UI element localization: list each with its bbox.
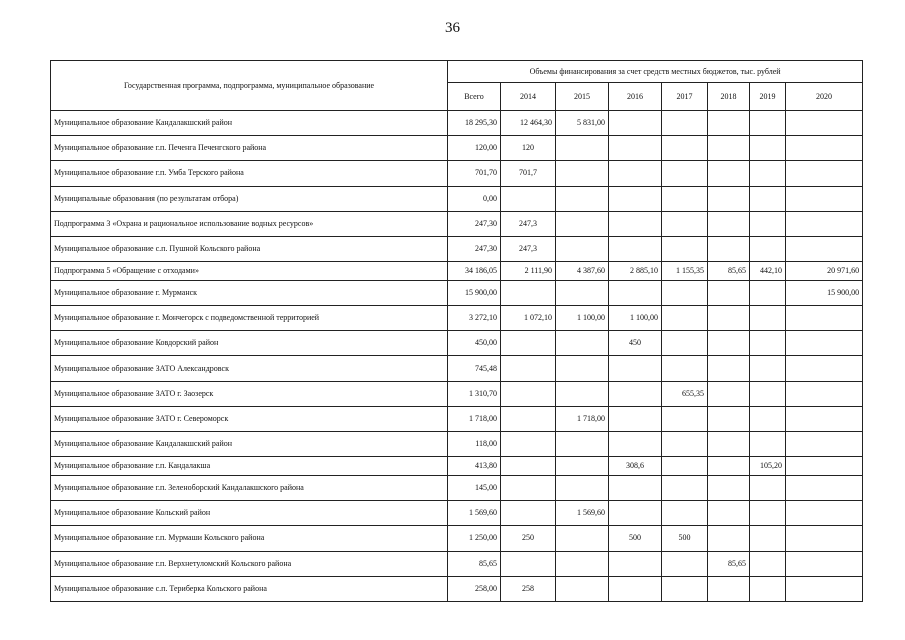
table-row: [51, 406, 863, 431]
value-cell-2014: [501, 406, 556, 431]
value-cell-Всего: 1 718,00: [448, 406, 501, 431]
value-cell-2019: [750, 431, 786, 456]
value-cell-2016: 308,6: [609, 457, 662, 476]
row-name-cell: Муниципальное образование г.п. Зеленоборский Кандалакшского района: [51, 475, 448, 500]
value-cell-2020: [786, 136, 863, 161]
value-cell-Всего: 258,00: [448, 576, 501, 601]
value-cell-2017: 655,35: [662, 381, 708, 406]
value-cell-2015: [556, 356, 609, 381]
row-name-cell: Муниципальное образование ЗАТО Александровск: [51, 356, 448, 381]
table-row: [51, 457, 863, 476]
table-row: [51, 381, 863, 406]
value-cell-2018: 85,65: [708, 262, 750, 281]
value-cell-2019: 442,10: [750, 262, 786, 281]
value-cell-Всего: 34 186,05: [448, 262, 501, 281]
value-cell-2018: [708, 475, 750, 500]
value-cell-2017: [662, 161, 708, 186]
value-cell-2019: [750, 526, 786, 551]
value-cell-Всего: 1 310,70: [448, 381, 501, 406]
row-name-cell: Муниципальное образование Кандалакшский район: [51, 431, 448, 456]
value-cell-2017: [662, 306, 708, 331]
value-cell-Всего: 1 250,00: [448, 526, 501, 551]
value-cell-2016: [609, 551, 662, 576]
value-cell-2019: [750, 331, 786, 356]
table-row: [51, 111, 863, 136]
value-cell-2014: [501, 331, 556, 356]
value-cell-2020: [786, 236, 863, 261]
table-row: [51, 526, 863, 551]
value-cell-2018: [708, 356, 750, 381]
value-cell-2015: 4 387,60: [556, 262, 609, 281]
column-header-2018: 2018: [708, 83, 750, 111]
table-row: [51, 576, 863, 601]
value-cell-2020: [786, 211, 863, 236]
value-cell-2015: [556, 211, 609, 236]
value-cell-Всего: 0,00: [448, 186, 501, 211]
value-cell-2019: [750, 381, 786, 406]
row-name-cell: Муниципальное образование Ковдорский район: [51, 331, 448, 356]
value-cell-Всего: 18 295,30: [448, 111, 501, 136]
value-cell-2015: [556, 381, 609, 406]
value-cell-2015: 5 831,00: [556, 111, 609, 136]
table-row: [51, 356, 863, 381]
value-cell-2020: [786, 576, 863, 601]
value-cell-2018: [708, 186, 750, 211]
page-number: 36: [445, 20, 460, 36]
value-cell-2017: [662, 280, 708, 305]
table-row: [51, 211, 863, 236]
row-name-cell: Муниципальное образование г.п. Мурмаши Кольского района: [51, 526, 448, 551]
value-cell-2016: [609, 136, 662, 161]
table-row: [51, 236, 863, 261]
value-cell-2020: [786, 526, 863, 551]
value-cell-2015: [556, 526, 609, 551]
value-cell-Всего: 745,48: [448, 356, 501, 381]
value-cell-2018: 85,65: [708, 551, 750, 576]
value-cell-2016: 500: [609, 526, 662, 551]
value-cell-2017: [662, 551, 708, 576]
value-cell-2015: [556, 475, 609, 500]
row-name-cell: Муниципальное образование ЗАТО г. Заозерск: [51, 381, 448, 406]
value-cell-2016: [609, 161, 662, 186]
table-row: [51, 161, 863, 186]
value-cell-2016: [609, 431, 662, 456]
row-name-cell: Муниципальное образование Кольский район: [51, 501, 448, 526]
value-cell-2017: [662, 356, 708, 381]
table-row: [51, 431, 863, 456]
value-cell-2018: [708, 211, 750, 236]
value-cell-2014: 2 111,90: [501, 262, 556, 281]
table-row: [51, 501, 863, 526]
table-row: [51, 136, 863, 161]
value-cell-2017: [662, 111, 708, 136]
row-name-cell: Муниципальное образование г.п. Кандалакша: [51, 457, 448, 476]
value-cell-Всего: 145,00: [448, 475, 501, 500]
value-cell-2015: 1 100,00: [556, 306, 609, 331]
value-cell-2019: 105,20: [750, 457, 786, 476]
value-cell-2018: [708, 431, 750, 456]
value-cell-2017: [662, 211, 708, 236]
value-cell-2014: 250: [501, 526, 556, 551]
table-row: [51, 475, 863, 500]
value-cell-2016: [609, 381, 662, 406]
table-row: [51, 186, 863, 211]
value-cell-2017: [662, 186, 708, 211]
value-cell-2015: [556, 431, 609, 456]
value-cell-2016: [609, 211, 662, 236]
value-cell-Всего: 450,00: [448, 331, 501, 356]
value-cell-2018: [708, 501, 750, 526]
value-cell-2020: [786, 457, 863, 476]
value-cell-2015: [556, 331, 609, 356]
value-cell-2020: [786, 186, 863, 211]
funding-group-header: Объемы финансирования за счет средств местных бюджетов, тыс. рублей: [448, 61, 863, 83]
value-cell-2014: [501, 356, 556, 381]
value-cell-2020: [786, 406, 863, 431]
value-cell-2014: 258: [501, 576, 556, 601]
financing-table: [50, 60, 863, 602]
value-cell-2014: [501, 186, 556, 211]
value-cell-2016: [609, 475, 662, 500]
value-cell-2016: [609, 236, 662, 261]
value-cell-2016: [609, 186, 662, 211]
value-cell-2020: [786, 551, 863, 576]
value-cell-2019: [750, 211, 786, 236]
row-name-cell: Муниципальные образования (по результатам отбора): [51, 186, 448, 211]
value-cell-2020: [786, 161, 863, 186]
value-cell-2017: [662, 406, 708, 431]
value-cell-2014: [501, 431, 556, 456]
table-row: [51, 280, 863, 305]
row-name-cell: Муниципальное образование г.п. Умба Терского района: [51, 161, 448, 186]
value-cell-2015: [556, 576, 609, 601]
row-name-cell: Муниципальное образование с.п. Териберка Кольского района: [51, 576, 448, 601]
row-name-cell: Подпрограмма 5 «Обращение с отходами»: [51, 262, 448, 281]
value-cell-2020: [786, 306, 863, 331]
value-cell-2016: [609, 501, 662, 526]
value-cell-2014: 247,3: [501, 236, 556, 261]
value-cell-2020: [786, 431, 863, 456]
value-cell-2018: [708, 236, 750, 261]
value-cell-2016: 2 885,10: [609, 262, 662, 281]
column-header-2014: 2014: [501, 83, 556, 111]
value-cell-2015: [556, 161, 609, 186]
table-row: [51, 262, 863, 281]
value-cell-2020: [786, 331, 863, 356]
value-cell-Всего: 247,30: [448, 236, 501, 261]
value-cell-Всего: 15 900,00: [448, 280, 501, 305]
value-cell-2016: 1 100,00: [609, 306, 662, 331]
column-header-2019: 2019: [750, 83, 786, 111]
value-cell-Всего: 118,00: [448, 431, 501, 456]
row-name-cell: Муниципальное образование г. Мурманск: [51, 280, 448, 305]
value-cell-2017: [662, 576, 708, 601]
value-cell-Всего: 701,70: [448, 161, 501, 186]
value-cell-2015: [556, 136, 609, 161]
value-cell-2016: [609, 280, 662, 305]
value-cell-2020: 20 971,60: [786, 262, 863, 281]
value-cell-2014: 12 464,30: [501, 111, 556, 136]
value-cell-2017: [662, 236, 708, 261]
value-cell-2018: [708, 406, 750, 431]
value-cell-2014: [501, 280, 556, 305]
value-cell-2015: [556, 280, 609, 305]
value-cell-2020: [786, 475, 863, 500]
value-cell-2015: [556, 186, 609, 211]
value-cell-2017: [662, 431, 708, 456]
value-cell-2014: 120: [501, 136, 556, 161]
value-cell-2015: 1 718,00: [556, 406, 609, 431]
value-cell-2018: [708, 576, 750, 601]
value-cell-Всего: 247,30: [448, 211, 501, 236]
value-cell-Всего: 3 272,10: [448, 306, 501, 331]
value-cell-2018: [708, 161, 750, 186]
value-cell-2018: [708, 111, 750, 136]
value-cell-2016: [609, 356, 662, 381]
value-cell-2015: 1 569,60: [556, 501, 609, 526]
value-cell-2018: [708, 306, 750, 331]
row-name-cell: Муниципальное образование г.п. Верхнетуломский Кольского района: [51, 551, 448, 576]
row-name-cell: Подпрограмма 3 «Охрана и рациональное использование водных ресурсов»: [51, 211, 448, 236]
value-cell-2019: [750, 186, 786, 211]
column-header-2017: 2017: [662, 83, 708, 111]
table-row: [51, 331, 863, 356]
value-cell-2018: [708, 457, 750, 476]
value-cell-2019: [750, 136, 786, 161]
table-row: [51, 306, 863, 331]
value-cell-2020: [786, 111, 863, 136]
value-cell-Всего: 413,80: [448, 457, 501, 476]
value-cell-2019: [750, 501, 786, 526]
row-name-cell: Муниципальное образование с.п. Пушной Кольского района: [51, 236, 448, 261]
value-cell-2019: [750, 356, 786, 381]
value-cell-Всего: 1 569,60: [448, 501, 501, 526]
column-header-2020: 2020: [786, 83, 863, 111]
value-cell-2017: [662, 501, 708, 526]
value-cell-2016: [609, 111, 662, 136]
table-row: [51, 551, 863, 576]
value-cell-2015: [556, 457, 609, 476]
value-cell-2016: 450: [609, 331, 662, 356]
value-cell-2019: [750, 576, 786, 601]
value-cell-2016: [609, 406, 662, 431]
value-cell-2020: [786, 356, 863, 381]
value-cell-2014: [501, 457, 556, 476]
value-cell-2019: [750, 551, 786, 576]
column-header-total: Всего: [448, 83, 501, 111]
value-cell-2019: [750, 475, 786, 500]
value-cell-2020: [786, 381, 863, 406]
value-cell-2014: 247,3: [501, 211, 556, 236]
value-cell-Всего: 120,00: [448, 136, 501, 161]
value-cell-2014: 1 072,10: [501, 306, 556, 331]
value-cell-2020: 15 900,00: [786, 280, 863, 305]
value-cell-2018: [708, 136, 750, 161]
name-column-header: Государственная программа, подпрограмма, муниципальное образование: [51, 61, 448, 111]
value-cell-2019: [750, 111, 786, 136]
value-cell-2014: [501, 551, 556, 576]
value-cell-2018: [708, 526, 750, 551]
value-cell-2015: [556, 551, 609, 576]
value-cell-2014: [501, 475, 556, 500]
value-cell-2014: [501, 381, 556, 406]
column-header-2015: 2015: [556, 83, 609, 111]
value-cell-2017: [662, 475, 708, 500]
value-cell-2015: [556, 236, 609, 261]
value-cell-2018: [708, 280, 750, 305]
row-name-cell: Муниципальное образование г.п. Печенга Печенгского района: [51, 136, 448, 161]
value-cell-2020: [786, 501, 863, 526]
value-cell-2019: [750, 236, 786, 261]
value-cell-2017: [662, 457, 708, 476]
column-header-2016: 2016: [609, 83, 662, 111]
row-name-cell: Муниципальное образование г. Мончегорск с подведомственной территорией: [51, 306, 448, 331]
value-cell-2019: [750, 161, 786, 186]
value-cell-2019: [750, 406, 786, 431]
row-name-cell: Муниципальное образование ЗАТО г. Североморск: [51, 406, 448, 431]
value-cell-2019: [750, 280, 786, 305]
value-cell-2017: [662, 331, 708, 356]
value-cell-Всего: 85,65: [448, 551, 501, 576]
value-cell-2017: 500: [662, 526, 708, 551]
value-cell-2014: [501, 501, 556, 526]
value-cell-2017: 1 155,35: [662, 262, 708, 281]
value-cell-2018: [708, 331, 750, 356]
value-cell-2019: [750, 306, 786, 331]
row-name-cell: Муниципальное образование Кандалакшский район: [51, 111, 448, 136]
value-cell-2017: [662, 136, 708, 161]
value-cell-2018: [708, 381, 750, 406]
value-cell-2014: 701,7: [501, 161, 556, 186]
value-cell-2016: [609, 576, 662, 601]
